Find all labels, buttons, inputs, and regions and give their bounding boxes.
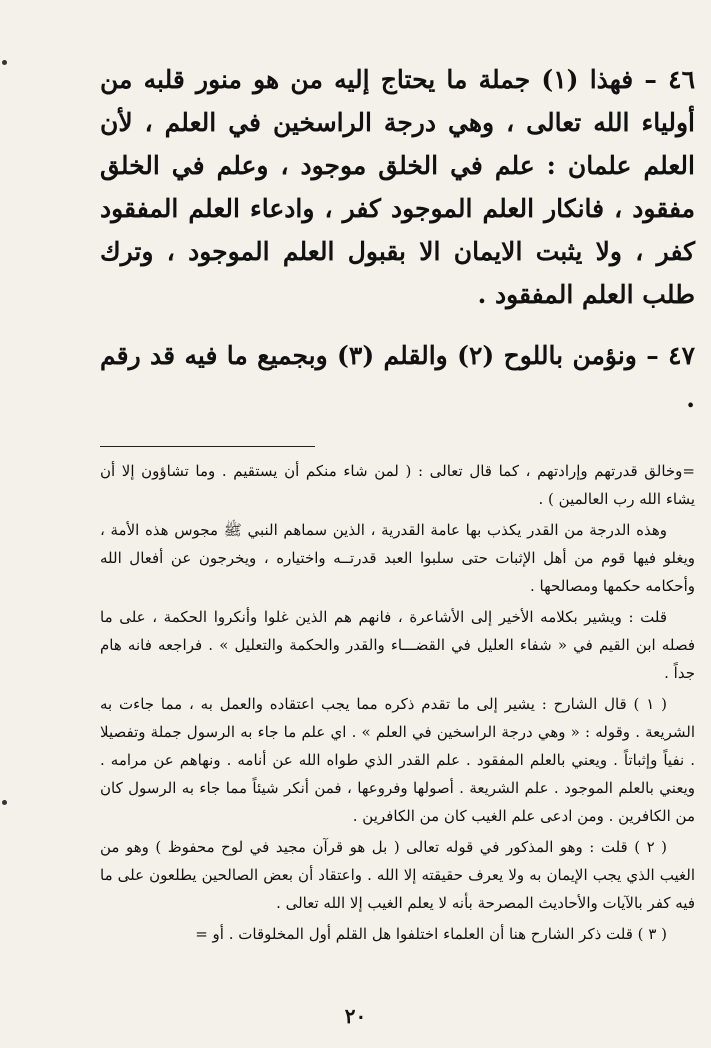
- paragraph-46: ٤٦ – فهذا (١) جملة ما يحتاج إليه من هو منور قلبه من أولياء الله تعالى ، وهي درجة الراسخين في العلم ، لأن العلم علمان : علم في الخلق موجود ، وعلم في الخلق مفقود ، فانكار العلم الموجود كفر ، وادعاء العلم المفقود كفر ، ولا يثبت الايمان الا بقبول العلم الموجود ، وترك طلب العلم المفقود .: [100, 65, 696, 309]
- footnote-continuation: =وخالق قدرتهم وإرادتهم ، كما قال تعالى : ( لمن شاء منكم أن يستقيم . وما تشاؤون إلا أن يشاء الله رب العالمين ) .: [100, 462, 695, 508]
- footnote-separator: [100, 446, 315, 447]
- main-text: [100, 58, 695, 420]
- page-body: [100, 58, 695, 948]
- footnote-continuation: قلت : ويشير بكلامه الأخير إلى الأشاعرة ، فانهم هم الذين غلوا وأنكروا الحكمة ، على ما فصله ابن القيم في « شفاء العليل في القضـــاء والقدر والحكمة والتعليل » . فراجعه فانه هام جداً .: [100, 608, 695, 682]
- paragraph-47: ٤٧ – ونؤمن باللوح (٢) والقلم (٣) وبجميع ما فيه قد رقم .: [100, 341, 695, 413]
- page-number: ٢٠: [344, 1004, 367, 1028]
- footnote-2: ( ٢ ) قلت : وهو المذكور في قوله تعالى ( بل هو قرآن مجيد في لوح محفوظ ) وهو من الغيب الذي يجب الإيمان به ولا يعرف حقيقته إلا الله . واعتقاد أن بعض الصالحين يطلعون على ما فيه كفر بالآيات والأحاديث المصرحة بأنه لا يعلم الغيب إلا الله تعالى .: [100, 838, 695, 912]
- scan-mark: [2, 60, 7, 65]
- footnote-continuation: وهذه الدرجة من القدر يكذب بها عامة القدرية ، الذين سماهم النبي ﷺ مجوس هذه الأمة ، ويغلو فيها قوم من أهل الإثبات حتى سلبوا العبد قدرتــه واختياره ، ويخرجون عن أفعال الله وأحكامه حكمها ومصالحها .: [100, 521, 695, 595]
- footnote-1: ( ١ ) قال الشارح : يشير إلى ما تقدم ذكره مما يجب اعتقاده والعمل به ، مما جاءت به الشريعة . وقوله : « وهي درجة الراسخين في العلم » . اي علم ما جاء به الرسول جملة وتفصيلا . نفياً وإثباتاً . ويعني بالعلم المفقود . علم القدر الذي طواه الله عن أنامه . ونهاهم عن مرامه . ويعني بالعلم الموجود . علم الشريعة . أصولها وفروعها ، فمن أنكر شيئاً مما جاء به الرسول كان من الكافرين . ومن ادعى علم الغيب كان من الكافرين .: [100, 695, 695, 825]
- scan-mark: [2, 800, 7, 805]
- footnote-3: ( ٣ ) قلت ذكر الشارح هنا أن العلماء اختلفوا هل القلم أول المخلوقات . أو =: [195, 925, 667, 943]
- footnotes: [100, 457, 695, 948]
